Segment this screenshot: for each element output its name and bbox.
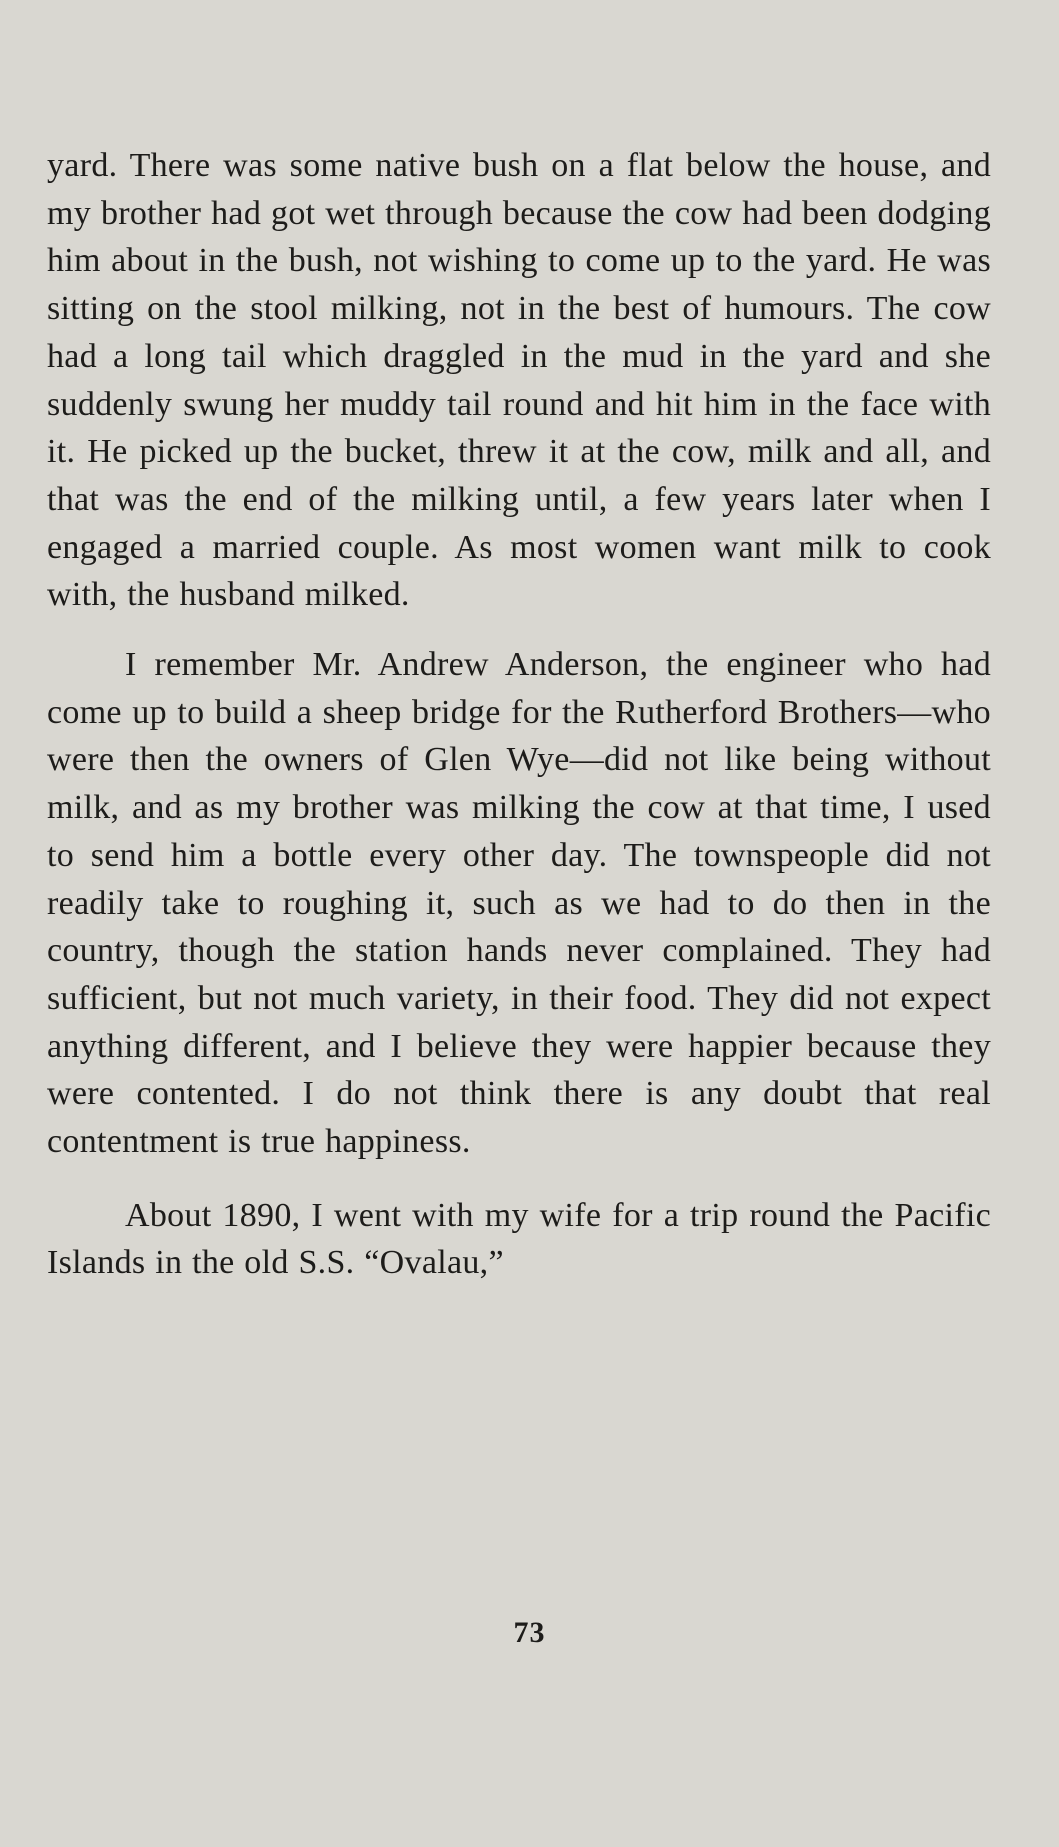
body-paragraph-anderson: I remember Mr. Andrew Anderson, the engineer who had come up to build a sheep bridge for the Rutherford Brothers—who were then the owners of Glen Wye—did not like being without milk, and as my brother was milking the cow at that time, I used to send him a bottle every other day. The townspeople did not readily take to roughing it, such as we had to do then in the country, though the station hands never complained. They had sufficient, but not much variety, in their food. They did not expect anything different, and I believe they were happier because they were contented. I do not think there is any doubt that real contentment is true happiness. [47, 646, 991, 1161]
body-paragraph-continued: yard. There was some native bush on a flat below the house, and my brother had got wet through because the cow had been dodging him about in the bush, not wishing to come up to the yard. He was sitting on the stool milking, not in the best of humours. The cow had a long tail which draggled in the mud in the yard and she suddenly swung her muddy tail round and hit him in the face with it. He picked up the bucket, threw it at the cow, milk and all, and that was the end of the milking until, a few years later when I engaged a married couple. As most women want milk to cook with, the husband milked. [47, 147, 991, 614]
body-paragraph-pacific-trip: About 1890, I went with my wife for a trip round the Pacific Islands in the old S.S. “Ovalau,” [47, 1196, 991, 1282]
page-number: 73 [513, 1616, 546, 1649]
